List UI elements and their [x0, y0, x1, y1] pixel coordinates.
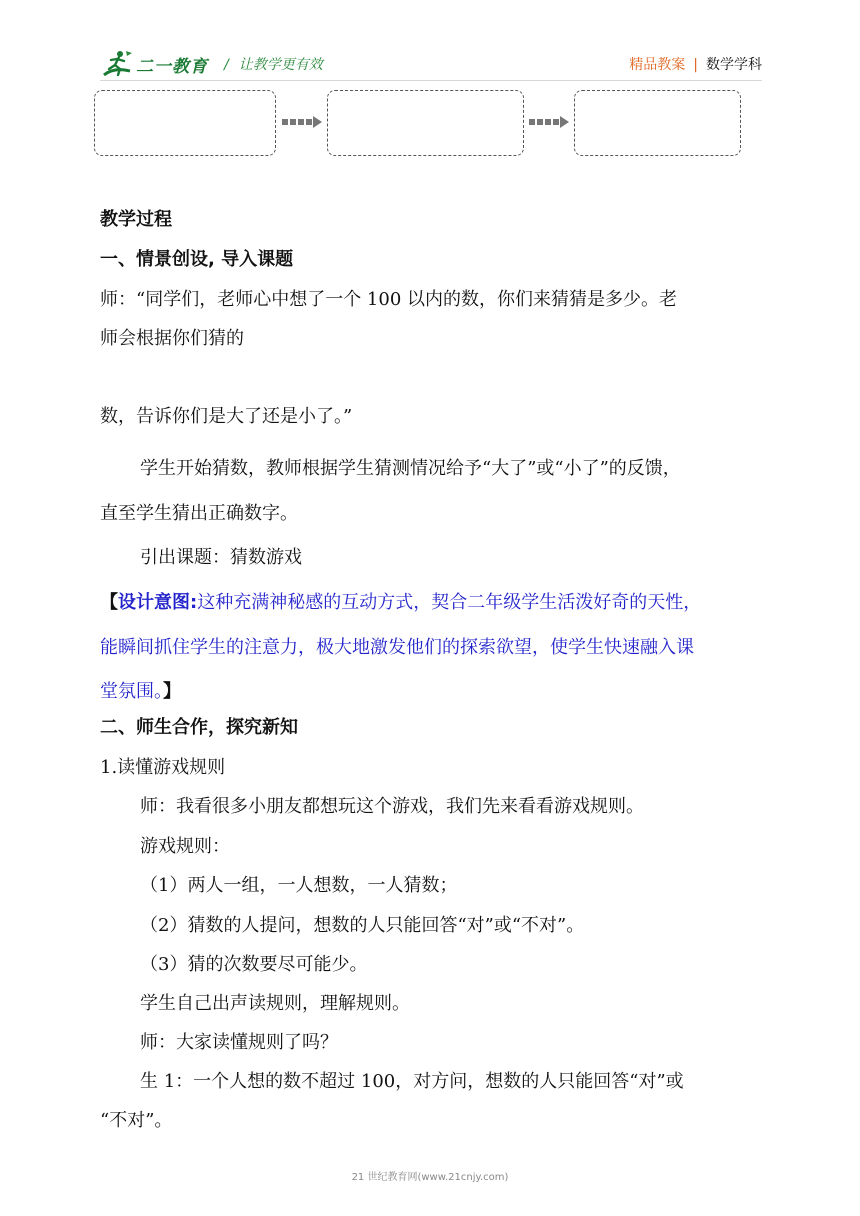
flow-box-1	[94, 90, 276, 156]
flow-arrow-1-icon	[282, 116, 324, 128]
logo-text: 二一教育	[136, 56, 208, 77]
paragraph-line: 学生自己出声读规则，理解规则。	[140, 993, 410, 1014]
design-intent-label: 设计意图:	[118, 592, 198, 613]
design-intent-line	[100, 680, 181, 704]
paragraph-line: “不对”。	[100, 1110, 173, 1131]
part2-heading: 二、师生合作，探究新知	[100, 717, 298, 738]
design-open-bracket: 【	[100, 592, 118, 613]
design-close-bracket: 】	[163, 681, 181, 702]
slogan-text: 让教学更有效	[238, 57, 323, 73]
paragraph-line: 直至学生猜出正确数字。	[100, 503, 298, 524]
paragraph-line: 数，告诉你们是大了还是小了。”	[100, 406, 353, 427]
flow-arrow-2-icon	[529, 116, 571, 128]
rule-item: （1）两人一组，一人想数，一人猜数；	[140, 875, 458, 896]
design-intent-text: 能瞬间抓住学生的注意力，极大地激发他们的探索欲望，使学生快速融入课	[100, 637, 694, 658]
subject-label: 数学学科	[706, 57, 762, 73]
design-intent-line	[100, 591, 701, 615]
rule-item: （2）猜数的人提问，想数的人只能回答“对”或“不对”。	[140, 915, 585, 936]
design-intent-text: 这种充满神秘感的互动方式，契合二年级学生活泼好奇的天性，	[197, 592, 702, 613]
page-footer: 21 世纪教育网(www.21cnjy.com)	[351, 1172, 509, 1183]
slogan-slash: /	[224, 57, 229, 73]
slogan	[224, 54, 323, 74]
paragraph-line: 师：我看很多小朋友都想玩这个游戏，我们先来看看游戏规则。	[140, 796, 644, 817]
part1-heading: 一、情景创设, 导入课题	[100, 249, 294, 270]
paragraph-line: 师：大家读懂规则了吗？	[140, 1032, 338, 1053]
design-intent-text: 堂氛围。	[100, 681, 163, 702]
paragraph-line: 师会根据你们猜的	[100, 328, 244, 349]
header-divider	[100, 80, 762, 81]
paragraph-line: 引出课题：猜数游戏	[140, 547, 302, 568]
category-label: 精品教案	[629, 57, 686, 73]
rules-title: 游戏规则：	[140, 836, 230, 857]
paragraph-line: 生 1：一个人想的数不超过 100，对方问，想数的人只能回答“对”或	[140, 1071, 684, 1092]
flow-box-3	[574, 90, 741, 156]
subsection-heading: 1.读懂游戏规则	[100, 757, 226, 778]
paragraph-line: 学生开始猜数，教师根据学生猜测情况给予“大了”或“小了”的反馈，	[140, 458, 681, 479]
page-header	[100, 48, 762, 80]
section-title: 教学过程	[100, 209, 172, 230]
header-right	[629, 54, 762, 74]
logo	[100, 48, 208, 80]
header-separator: |	[693, 57, 698, 73]
runner-logo-icon	[100, 49, 134, 79]
paragraph-line: 师：“同学们，老师心中想了一个 100 以内的数，你们来猜猜是多少。老	[100, 289, 677, 310]
rule-item: （3）猜的次数要尽可能少。	[140, 954, 368, 975]
flow-box-2	[327, 90, 524, 156]
